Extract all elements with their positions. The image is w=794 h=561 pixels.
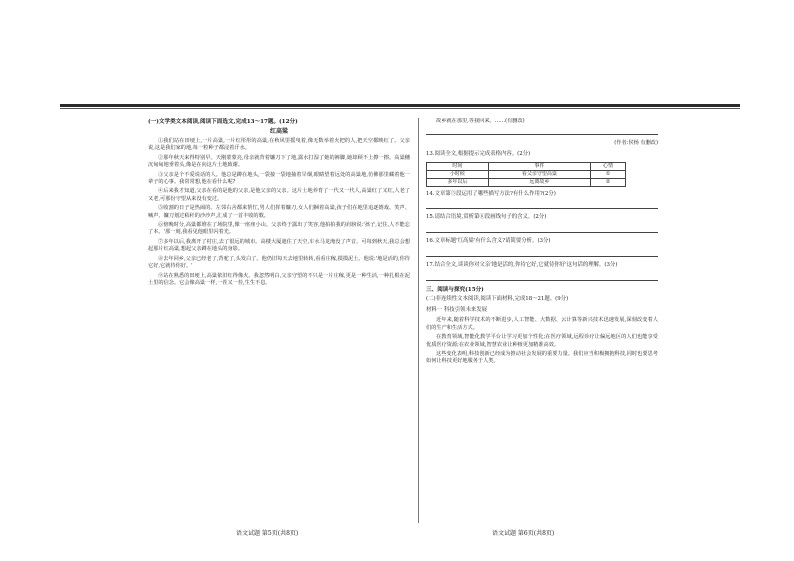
answer-line[interactable] — [426, 249, 658, 257]
table-cell: 看父亲守望高粱 — [488, 170, 590, 178]
paragraph: ③父亲是个不爱说话的人。他总是蹲在地头,一袋接一袋地抽着旱烟,眼睛望着远处的高粱地,仿佛那里藏着他一辈子的心事。我常常想,他在看什么呢? — [148, 171, 410, 186]
material-title: 材料一 科技引领未来发展 — [426, 306, 488, 313]
section-heading: (一)文学类文本阅读,阅读下面选文,完成13～17题。(12分) — [148, 119, 298, 125]
source-note: (作者:侯杨 有删改) — [614, 140, 658, 147]
question-15: 15.请结合语境,赏析第⑥段画线句子的含义。(2分) — [426, 214, 547, 221]
material-paragraph: 近年来,随着科学技术的不断进步,人工智能、大数据、云计算等新兴技术迅速发展,深刻改变着人们的生产和生活方式。 — [426, 317, 658, 331]
table-cell: 小时候 — [427, 170, 489, 178]
paragraph: ⑥傍晚时分,高粱都堆在了场院里,像一座座小山。父亲终于露出了笑容,他拍拍我的肩膀说:'孩子,记住,人不能忘了本。'那一刻,我看见他眼里闪着光。 — [148, 222, 410, 236]
left-page-footer: 语文试题 第5页(共8页) — [236, 530, 299, 537]
table-cell: 远离故乡 — [488, 178, 590, 186]
answer-table — [426, 162, 626, 187]
page-divider — [418, 118, 419, 523]
article-continuation: 故乡就在那里,等我回来。……(有删改) — [436, 118, 525, 124]
table-row — [427, 178, 626, 186]
scan-top-rule-thin — [60, 108, 740, 109]
table-cell[interactable]: ① — [591, 170, 626, 178]
table-header: 时间 — [427, 162, 489, 170]
article-title: 红高粱 — [269, 128, 288, 135]
paragraph: ④后来我才知道,父亲在看的是他的父亲,是他父亲的父亲。这片土地养育了一代又一代人,高粱红了又红,人老了又老,可那份守望从来没有变过。 — [148, 188, 410, 202]
answer-line[interactable] — [426, 273, 658, 281]
section-3-subheading: (二)非连续性文本阅读,阅读下面材料,完成18～21题。(9分) — [426, 295, 569, 302]
paragraph: ⑧去年回乡,父亲已经老了,背驼了,头发白了。他仍旧每天去地里转转,看看庄稼,摸摸泥土。他说:'地是活的,你待它好,它就待你好。' — [148, 255, 410, 270]
question-14: 14.文章第⑤段运用了哪些描写方法?有什么作用?(2分) — [426, 190, 556, 197]
question-17: 17.结合全文,谈谈你对父亲'地是活的,你待它好,它就待你好'这句话的理解。(3分) — [426, 262, 618, 268]
paragraph: ①我们站在田埂上,一片高粱,一片红彤彤的高粱,在秋风里摇曳着,像无数举着火把的人,把天空都映红了。父亲说,这是我们家的地,每一粒种子都浸着汗水。 — [148, 138, 410, 152]
question-16: 16.文章标题'红高粱'有什么含义?请简要分析。(3分) — [426, 238, 551, 245]
table-cell[interactable]: ② — [591, 178, 626, 186]
paragraph: ⑦多年以后,我离开了村庄,去了很远的城市。高楼大厦遮住了天空,车水马龙淹没了声音。可每到秋天,我总会想起那片红高粱,想起父亲蹲在地头的身影。 — [148, 238, 410, 253]
answer-line[interactable] — [426, 225, 658, 233]
section-3-heading: 三、阅读与探究(15分) — [426, 286, 484, 293]
table-header: 心情 — [591, 162, 626, 170]
right-page-footer: 语文试题 第6页(共8页) — [492, 530, 555, 537]
material-paragraph: 在教育领域,智能化教学平台让学习更加个性化;在医疗领域,远程诊疗让偏远地区的人们也能享受优质医疗资源;在农业领域,智慧农业让种植更加精准高效。 — [426, 334, 658, 348]
question-13: 13.阅读全文,根据提示完成表格内容。(2分) — [426, 150, 531, 157]
paragraph: ⑤收割的日子是热闹的。左邻右舍都来帮忙,男人们挥着镰刀,女人们捆着高粱,孩子们在地里追逐嬉戏。笑声、喊声、镰刀划过秸秆的沙沙声,汇成了一首丰收的歌。 — [148, 205, 410, 219]
table-cell: 多年以后 — [427, 178, 489, 186]
answer-line[interactable] — [426, 127, 658, 135]
material-paragraph: 这些变化表明,科技创新已经成为推动社会发展的重要力量。我们应当积极拥抱科技,同时也要思考如何让科技更好地服务于人类。 — [426, 351, 658, 365]
paragraph: ②那年秋天来得特别早。天刚蒙蒙亮,母亲就背着镰刀下了地,露水打湿了她的裤脚,她却顾不上擦一擦。高粱穗沉甸甸地垂着头,像是在向这片土地致谢。 — [148, 154, 410, 169]
paragraph: ⑨站在熟悉的田埂上,高粱依旧红得像火。我忽然明白,父亲守望的不只是一片庄稼,更是一种生活,一种扎根在泥土里的信念。它会像高粱一样,一茬又一茬,生生不息。 — [148, 272, 410, 286]
table-row — [427, 170, 626, 178]
table-header: 事件 — [488, 162, 590, 170]
answer-line[interactable] — [426, 201, 658, 209]
right-page — [426, 118, 658, 518]
scan-top-rule — [60, 104, 740, 107]
left-page — [148, 118, 410, 518]
